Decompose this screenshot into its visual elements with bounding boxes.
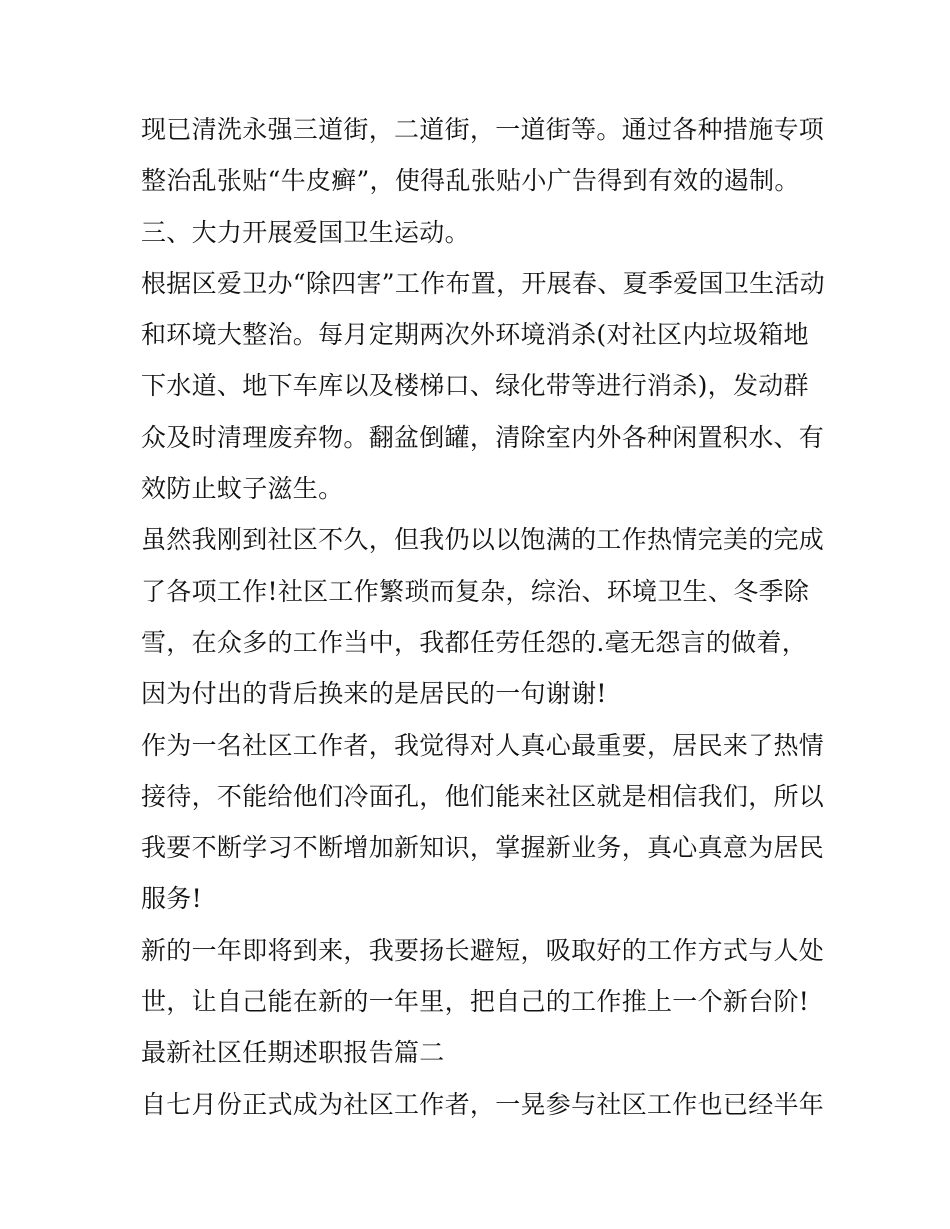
- section-heading: 三、大力开展爱国卫生运动。: [141, 217, 470, 247]
- text-line: 服务!: [141, 884, 202, 914]
- text-line: 整治乱张贴“牛皮癣”，使得乱张贴小广告得到有效的遏制。: [141, 166, 800, 196]
- text-line: 世，让自己能在新的一年里，把自己的工作推上一个新台阶!: [141, 987, 810, 1017]
- text-line: 新的一年即将到来，我要扬长避短，吸取好的工作方式与人处: [141, 935, 825, 965]
- text-line: 众及时清理废弃物。翻盆倒罐，清除室内外各种闲置积水、有: [141, 422, 825, 452]
- text-line: 作为一名社区工作者，我觉得对人真心最重要，居民来了热情: [141, 730, 825, 760]
- text-line: 自七月份正式成为社区工作者，一晃参与社区工作也已经半年: [141, 1089, 825, 1119]
- text-line: 雪，在众多的工作当中，我都任劳任怨的.毫无怨言的做着，: [141, 627, 808, 657]
- text-line: 根据区爱卫办“除四害”工作布置，开展春、夏季爱国卫生活动: [141, 268, 825, 298]
- report-title: 最新社区任期述职报告篇二: [141, 1038, 445, 1068]
- document-body: [141, 104, 825, 1130]
- text-line: 下水道、地下车库以及楼梯口、绿化带等进行消杀)，发动群: [141, 371, 809, 401]
- text-line: 了各项工作!社区工作繁琐而复杂，综治、环境卫生、冬季除: [141, 576, 810, 606]
- text-line: 虽然我刚到社区不久，但我仍以以饱满的工作热情完美的完成: [141, 525, 825, 555]
- text-line: 效防止蚊子滋生。: [141, 474, 344, 504]
- text-line: 和环境大整治。每月定期两次外环境消杀(对社区内垃圾箱地: [141, 320, 809, 350]
- text-line: 接待，不能给他们冷面孔，他们能来社区就是相信我们，所以: [141, 781, 825, 811]
- text-line: 因为付出的背后换来的是居民的一句谢谢!: [141, 679, 607, 709]
- text-line: 我要不断学习不断增加新知识，掌握新业务，真心真意为居民: [141, 833, 825, 863]
- text-line: 现已清洗永强三道街，二道街，一道街等。通过各种措施专项: [141, 115, 825, 144]
